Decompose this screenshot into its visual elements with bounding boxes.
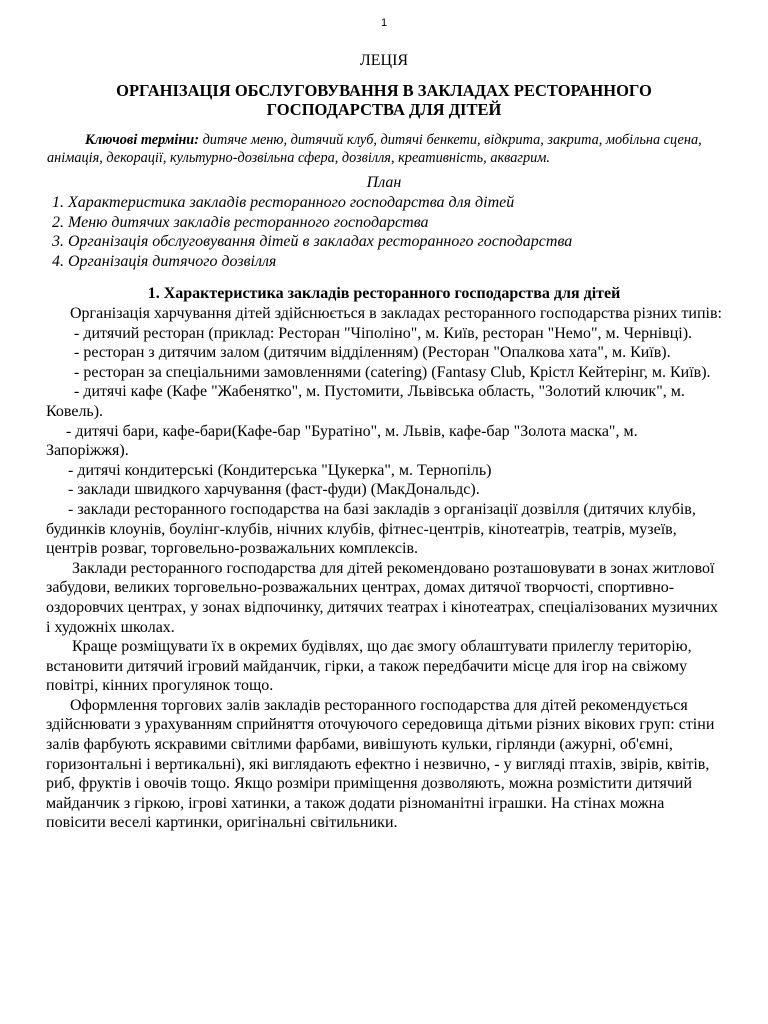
key-terms-label: Ключові терміни: [85, 132, 199, 148]
list-item: - дитячі кондитерські (Кондитерська "Цукерка", м. Тернопіль) [68, 461, 492, 479]
lecture-label: ЛЕЦІЯ [359, 52, 409, 69]
key-terms [47, 131, 725, 167]
plan-item: 1. Характеристика закладів ресторанного господарства для дітей [52, 194, 515, 211]
list-item: - дитячий ресторан (приклад: Ресторан "Чіполіно", м. Київ, ресторан "Немо", м. Чернівці). [74, 324, 693, 342]
section-body [46, 304, 724, 833]
plan-heading: План [366, 174, 402, 191]
document-title: ОРГАНІЗАЦІЯ ОБСЛУГОВУВАННЯ В ЗАКЛАДАХ РЕСТОРАННОГО ГОСПОДАРСТВА ДЛЯ ДІТЕЙ [116, 81, 652, 119]
paragraph: Краще розміщувати їх в окремих будівлях, що дає змогу облаштувати прилеглу територію, встановити дитячий ігровий майданчик, гірки, а також передбачити місце для ігор на свіжому повітрі, кінних прогулянок тощо. [46, 638, 692, 695]
page-number: 1 [380, 17, 388, 29]
list-item: - ресторан за спеціальними замовленнями (catering) (Fantasy Club, Крістл Кейтерінг, м. Київ). [74, 363, 711, 381]
paragraph: Організація харчування дітей здійснюється в закладах ресторанного господарства різних типів: [70, 305, 722, 322]
paragraph: Заклади ресторанного господарства для дітей рекомендовано розташовувати в зонах житлової забудови, великих торговельно-розважальних центрах, домах дитячої творчості, спортивно-оздоровчих центрах, у зонах відпочинку, дитячих театрах і кінотеатрах, спеціалізованих музичних і художніх школах. [46, 559, 718, 636]
plan-item: 4. Організація дитячого дозвілля [52, 252, 277, 270]
paragraph: Оформлення торгових залів закладів ресторанного господарства для дітей рекомендується здійснювати з урахуванням сприйняття оточуючого середовища дітьми різних вікових груп: стіни залів фарбують яскравими світлими фарбами, вивішують кульки, гірлянди (ажурні, об'ємні, горизонтальні і вертикальні), які виглядають ефектно і незвично, - у вигляді птахів, звірів, квітів, риб, фруктів і овочів тощо. Якщо розміри приміщення дозволяють, можна розмістити дитячий майданчик з гіркою, ігрові хатинки, а також додати різноманітні іграшки. На стінах можна повісити веселі картинки, оригінальні світильники. [46, 696, 715, 832]
plan-item: 3. Організація обслуговування дітей в закладах ресторанного господарства [52, 233, 573, 251]
section-heading: 1. Характеристика закладів ресторанного господарства для дітей [147, 285, 621, 302]
list-item: - дитячі бари, кафе-бари(Кафе-бар "Буратіно", м. Львів, кафе-бар "Золота маска", м. Запоріжжя). [46, 422, 638, 460]
plan-list [52, 193, 742, 271]
list-item: - заклади швидкого харчування (фаст-фуди) (МакДональдс). [68, 481, 480, 499]
list-item: - заклади ресторанного господарства на базі закладів з організації дозвілля (дитячих клубів, будинків клоунів, боулінг-клубів, нічних клубів, фітнес-центрів, кінотеатрів, театрів, музеїв, центрів розваг, торговельно-розважальних комплексів. [46, 500, 696, 558]
plan-item: 2. Меню дитячих закладів ресторанного господарства [52, 213, 429, 231]
list-item: - дитячі кафе (Кафе "Жабенятко", м. Пустомити, Львівська область, "Золотий ключик", м. Ковель). [46, 383, 685, 420]
list-item: - ресторан з дитячим залом (дитячим відділенням) (Ресторан "Опалкова хата", м. Київ). [74, 344, 671, 362]
key-terms-text: дитяче меню, дитячий клуб, дитячі бенкети, відкрита, закрита, мобільна сцена, анімація, декорації, культурно-дозвільна сфера, дозвілля, креативність, аквагрим. [47, 132, 702, 166]
